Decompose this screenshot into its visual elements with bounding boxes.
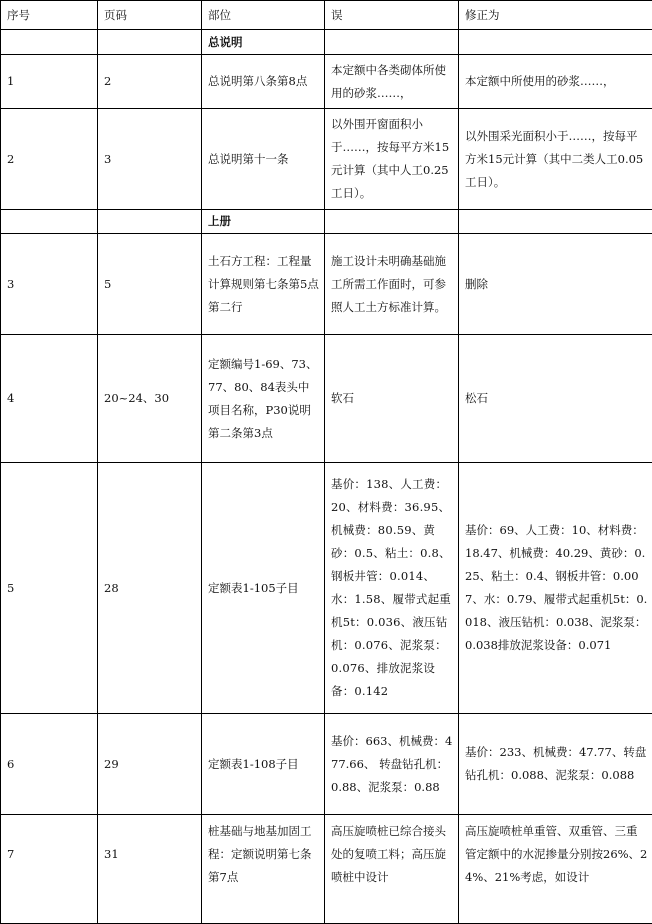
cell-page: 5 xyxy=(98,234,202,335)
cell-wrong: 软石 xyxy=(325,335,459,463)
table-row xyxy=(1,55,652,109)
cell-page: 2 xyxy=(98,55,202,109)
table-row xyxy=(1,234,652,335)
cell-fix: 松石 xyxy=(459,335,652,463)
cell-part: 定额表1-108子目 xyxy=(202,714,325,815)
cell-fix: 删除 xyxy=(459,234,652,335)
header-fix: 修正为 xyxy=(459,1,652,30)
table-row xyxy=(1,335,652,463)
section-row-general xyxy=(1,30,652,55)
cell-fix: 基价：233、机械费：47.77、转盘钻孔机：0.088、泥浆泵：0.088 xyxy=(459,714,652,815)
cell-no: 2 xyxy=(1,109,98,210)
cell-part: 定额编号1-69、73、77、80、84表头中项目名称，P30说明第二条第3点 xyxy=(202,335,325,463)
cell-wrong: 基价：138、人工费：20、材料费：36.95、机械费：80.59、黄砂：0.5、粘土：0.8、钢板井管：0.014、水：1.58、履带式起重机5t：0.036、液压钻机：0.076、泥浆泵：0.076、排放泥浆设备：0.142 xyxy=(325,463,459,714)
cell-wrong: 基价：663、机械费：477.66、 转盘钻孔机：0.88、泥浆泵：0.88 xyxy=(325,714,459,815)
cell-fix: 以外围采光面积小于……，按每平方米15元计算（其中二类人工0.05工日）。 xyxy=(459,109,652,210)
cell-no: 7 xyxy=(1,815,98,924)
cell-wrong: 本定额中各类砌体所使用的砂浆……， xyxy=(325,55,459,109)
section-row-vol1 xyxy=(1,210,652,234)
cell-wrong: 高压旋喷桩已综合接头处的复喷工料；高压旋喷桩中设计 xyxy=(325,815,459,924)
cell-wrong: 以外围开窗面积小于……，按每平方米15元计算（其中人工0.25工日）。 xyxy=(325,109,459,210)
cell-page: 29 xyxy=(98,714,202,815)
header-no: 序号 xyxy=(1,1,98,30)
header-page: 页码 xyxy=(98,1,202,30)
cell-part: 总说明第十一条 xyxy=(202,109,325,210)
cell-no: 4 xyxy=(1,335,98,463)
cell-part: 定额表1-105子目 xyxy=(202,463,325,714)
section-title-vol1: 上册 xyxy=(202,210,325,234)
header-row xyxy=(1,1,652,30)
cell-no: 1 xyxy=(1,55,98,109)
cell-no: 6 xyxy=(1,714,98,815)
cell-part: 土石方工程：工程量计算规则第七条第5点第二行 xyxy=(202,234,325,335)
cell-page: 31 xyxy=(98,815,202,924)
table-row xyxy=(1,109,652,210)
table-row xyxy=(1,463,652,714)
cell-fix: 本定额中所使用的砂浆……， xyxy=(459,55,652,109)
cell-page: 28 xyxy=(98,463,202,714)
header-part: 部位 xyxy=(202,1,325,30)
cell-fix: 高压旋喷桩单重管、双重管、三重管定额中的水泥掺量分别按26%、24%、21%考虑，如设计 xyxy=(459,815,652,924)
cell-no: 5 xyxy=(1,463,98,714)
cell-fix: 基价：69、人工费：10、材料费：18.47、机械费：40.29、黄砂：0.25、粘土：0.4、钢板井管：0.007、水：0.79、履带式起重机5t：0.018、液压钻机：0.038、泥浆泵：0.038排放泥浆设备：0.071 xyxy=(459,463,652,714)
cell-part: 总说明第八条第8点 xyxy=(202,55,325,109)
cell-wrong: 施工设计未明确基础施工所需工作面时，可参照人工土方标准计算。 xyxy=(325,234,459,335)
table-row xyxy=(1,714,652,815)
header-wrong: 误 xyxy=(325,1,459,30)
section-title-general: 总说明 xyxy=(202,30,325,55)
cell-no: 3 xyxy=(1,234,98,335)
cell-page: 20~24、30 xyxy=(98,335,202,463)
table-row xyxy=(1,815,652,924)
cell-page: 3 xyxy=(98,109,202,210)
cell-part: 桩基础与地基加固工程：定额说明第七条第7点 xyxy=(202,815,325,924)
